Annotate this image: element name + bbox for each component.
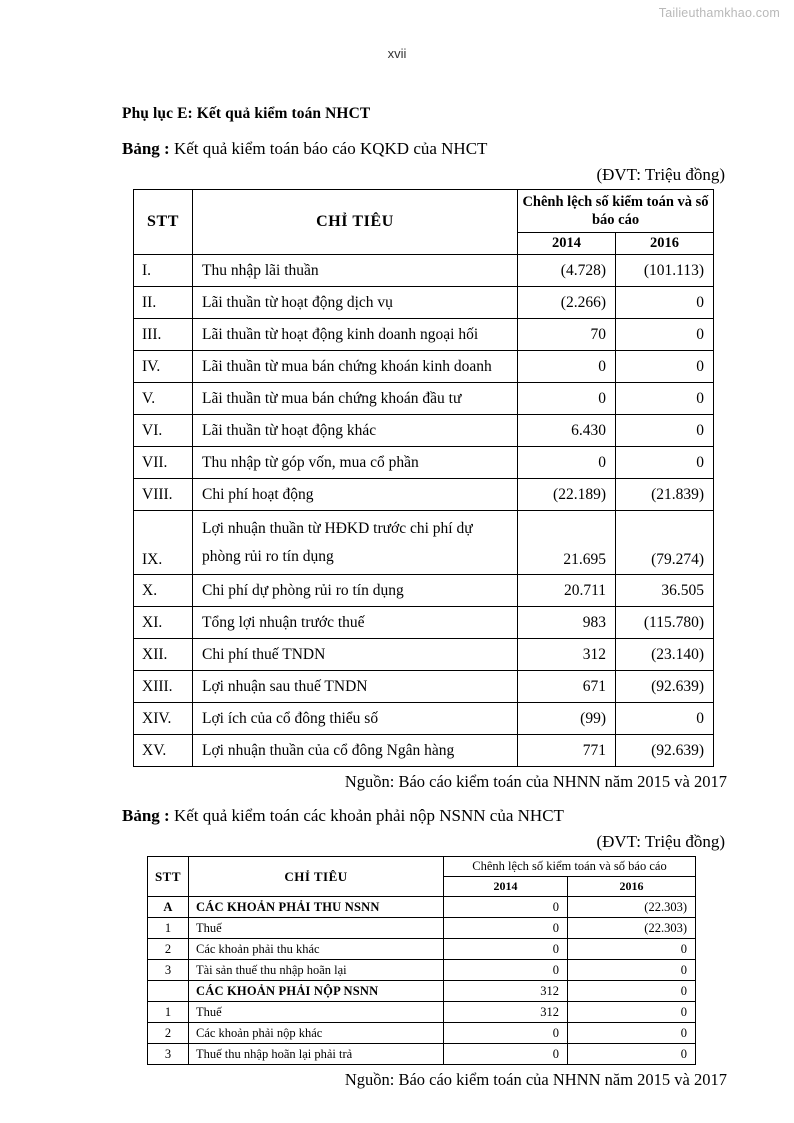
table-row	[134, 607, 714, 639]
table1-row-value-2016: 0	[616, 351, 714, 383]
table1-row-index: XIV.	[134, 703, 193, 735]
audit-state-budget-table	[147, 856, 696, 1065]
table2-row-index: 1	[148, 1002, 189, 1023]
table1-row-value-2016: 0	[616, 703, 714, 735]
table-row	[134, 479, 714, 511]
table1-row-value-2014: (99)	[518, 703, 616, 735]
table-row	[134, 415, 714, 447]
table1-row-value-2014: 70	[518, 319, 616, 351]
table1-row-label: Lợi nhuận thuần từ HĐKD trước chi phí dự phòng rủi ro tín dụng	[193, 511, 518, 575]
table1-row-value-2016: 36.505	[616, 575, 714, 607]
table1-row-index: XV.	[134, 735, 193, 767]
table-row	[134, 351, 714, 383]
table-row	[134, 511, 714, 575]
table1-header-stt: STT	[134, 190, 193, 255]
table2-row-index	[148, 981, 189, 1002]
table2-caption	[122, 806, 730, 826]
appendix-title: Phụ lục E: Kết quả kiểm toán NHCT	[122, 105, 371, 122]
table1-row-value-2016: 0	[616, 415, 714, 447]
table1-row-label: Thu nhập từ góp vốn, mua cổ phần	[193, 447, 518, 479]
table2-row-value-2014: 312	[444, 1002, 568, 1023]
table1-row-value-2014: 20.711	[518, 575, 616, 607]
table2-row-label: CÁC KHOẢN PHẢI THU NSNN	[189, 897, 444, 918]
table1-row-value-2014: 6.430	[518, 415, 616, 447]
table2-row-value-2016: 0	[568, 939, 696, 960]
table2-row-index: 1	[148, 918, 189, 939]
table1-row-label: Tổng lợi nhuận trước thuế	[193, 607, 518, 639]
table1-source: Nguồn: Báo cáo kiểm toán của NHNN năm 2015 và 2017	[344, 772, 727, 792]
table1-caption	[122, 139, 730, 159]
table2-row-label: Thuế thu nhập hoãn lại phải trả	[189, 1044, 444, 1065]
table1-row-label: Lãi thuần từ hoạt động kinh doanh ngoại hối	[193, 319, 518, 351]
table-row	[134, 575, 714, 607]
table-row	[134, 639, 714, 671]
table1-row-value-2016: 0	[616, 287, 714, 319]
table1-row-value-2014: 0	[518, 447, 616, 479]
table-row	[148, 960, 696, 981]
table2-caption-label: Bảng :	[122, 806, 170, 826]
table2-row-label: Thuế	[189, 1002, 444, 1023]
table2-row-value-2016: (22.303)	[568, 897, 696, 918]
table2-row-label: Các khoản phải nộp khác	[189, 1023, 444, 1044]
table2-row-label: Thuế	[189, 918, 444, 939]
table1-row-value-2016: (101.113)	[616, 255, 714, 287]
table2-row-value-2016: 0	[568, 960, 696, 981]
table1-row-label: Chi phí dự phòng rủi ro tín dụng	[193, 575, 518, 607]
table1-row-value-2014: 0	[518, 383, 616, 415]
table2-row-value-2014: 0	[444, 1023, 568, 1044]
table-row	[134, 703, 714, 735]
table1-row-label: Chi phí hoạt động	[193, 479, 518, 511]
table2-row-value-2016: 0	[568, 1023, 696, 1044]
table2-header-group: Chênh lệch số kiểm toán và số báo cáo	[444, 857, 696, 877]
table1-row-index: IX.	[134, 511, 193, 575]
table1-row-value-2016: (23.140)	[616, 639, 714, 671]
table1-row-value-2016: (92.639)	[616, 735, 714, 767]
table2-row-index: 2	[148, 939, 189, 960]
table-row	[134, 735, 714, 767]
document-content	[0, 105, 794, 1090]
table1-row-index: I.	[134, 255, 193, 287]
table1-caption-text: Kết quả kiểm toán báo cáo KQKD của NHCT	[169, 139, 488, 158]
table1-row-label: Lợi ích của cổ đông thiểu số	[193, 703, 518, 735]
table2-row-value-2014: 312	[444, 981, 568, 1002]
table1-row-value-2014: 983	[518, 607, 616, 639]
table2-row-value-2016: 0	[568, 981, 696, 1002]
table1-row-label: Lãi thuần từ mua bán chứng khoán đầu tư	[193, 383, 518, 415]
table-row	[134, 255, 714, 287]
table1-caption-label: Bảng :	[122, 139, 170, 158]
table1-row-index: XII.	[134, 639, 193, 671]
table1-row-label: Lãi thuần từ mua bán chứng khoán kinh doanh	[193, 351, 518, 383]
table2-row-label: CÁC KHOẢN PHẢI NỘP NSNN	[189, 981, 444, 1002]
table2-row-value-2016: (22.303)	[568, 918, 696, 939]
table2-row-label: Các khoản phải thu khác	[189, 939, 444, 960]
table1-row-value-2016: (79.274)	[616, 511, 714, 575]
table2-header-stt: STT	[148, 857, 189, 897]
table1-row-index: VIII.	[134, 479, 193, 511]
table2-row-value-2014: 0	[444, 918, 568, 939]
table2-row-value-2016: 0	[568, 1002, 696, 1023]
table1-row-value-2016: 0	[616, 319, 714, 351]
table2-row-value-2014: 0	[444, 960, 568, 981]
table1-row-value-2016: (21.839)	[616, 479, 714, 511]
table1-row-index: VII.	[134, 447, 193, 479]
table1-row-value-2014: 771	[518, 735, 616, 767]
table-row	[148, 897, 696, 918]
table-row	[134, 383, 714, 415]
table-row	[148, 1044, 696, 1065]
table1-row-index: IV.	[134, 351, 193, 383]
table1-row-value-2014: (2.266)	[518, 287, 616, 319]
table1-row-label: Lãi thuần từ hoạt động khác	[193, 415, 518, 447]
table-row	[148, 918, 696, 939]
table-row	[134, 671, 714, 703]
table2-row-index: 3	[148, 1044, 189, 1065]
table1-row-value-2016: (92.639)	[616, 671, 714, 703]
table1-unit: (ĐVT: Triệu đồng)	[596, 165, 725, 184]
table1-row-label: Lợi nhuận thuần của cổ đông Ngân hàng	[193, 735, 518, 767]
table-row	[134, 319, 714, 351]
table2-body	[148, 897, 696, 1065]
table2-row-index: A	[148, 897, 189, 918]
table1-row-value-2016: 0	[616, 447, 714, 479]
table1-header-year-2014: 2014	[518, 233, 616, 255]
table2-source: Nguồn: Báo cáo kiểm toán của NHNN năm 2015 và 2017	[344, 1070, 727, 1090]
table1-row-value-2014: 21.695	[518, 511, 616, 575]
table1-row-label: Chi phí thuế TNDN	[193, 639, 518, 671]
table1-row-index: V.	[134, 383, 193, 415]
table1-row-index: X.	[134, 575, 193, 607]
table2-row-value-2014: 0	[444, 897, 568, 918]
table1-row-value-2014: (22.189)	[518, 479, 616, 511]
table2-unit: (ĐVT: Triệu đồng)	[596, 832, 725, 852]
table2-head	[148, 857, 696, 897]
table2-caption-text: Kết quả kiểm toán các khoản phải nộp NSNN của NHCT	[169, 806, 564, 826]
table-row	[134, 287, 714, 319]
table-row	[148, 939, 696, 960]
table1-header-row-1	[134, 190, 714, 233]
table1-row-label: Lợi nhuận sau thuế TNDN	[193, 671, 518, 703]
table2-header-year-2016: 2016	[568, 877, 696, 897]
table2-header-year-2014: 2014	[444, 877, 568, 897]
table1-header-year-2016: 2016	[616, 233, 714, 255]
table1-row-value-2014: (4.728)	[518, 255, 616, 287]
table1-row-index: II.	[134, 287, 193, 319]
table-row	[148, 981, 696, 1002]
table2-row-index: 3	[148, 960, 189, 981]
table1-row-value-2014: 671	[518, 671, 616, 703]
table-row	[148, 1023, 696, 1044]
table1-row-index: XIII.	[134, 671, 193, 703]
table2-row-value-2014: 0	[444, 1044, 568, 1065]
table1-row-value-2016: 0	[616, 383, 714, 415]
table2-row-index: 2	[148, 1023, 189, 1044]
table2-row-value-2014: 0	[444, 939, 568, 960]
table1-header-group: Chênh lệch số kiểm toán và số báo cáo	[518, 190, 714, 233]
table1-row-index: XI.	[134, 607, 193, 639]
table2-header-row-1	[148, 857, 696, 877]
table1-row-value-2014: 0	[518, 351, 616, 383]
table1-row-label: Lãi thuần từ hoạt động dịch vụ	[193, 287, 518, 319]
page-number: xvii	[387, 46, 407, 61]
table1-row-index: VI.	[134, 415, 193, 447]
table1-body	[134, 255, 714, 767]
table1-header-name: CHỈ TIÊU	[193, 190, 518, 255]
table2-header-name: CHỈ TIÊU	[189, 857, 444, 897]
table1-head	[134, 190, 714, 255]
table1-row-label: Thu nhập lãi thuần	[193, 255, 518, 287]
table1-row-index: III.	[134, 319, 193, 351]
table1-row-value-2014: 312	[518, 639, 616, 671]
table2-row-value-2016: 0	[568, 1044, 696, 1065]
table-row	[134, 447, 714, 479]
table2-row-label: Tài sản thuế thu nhập hoãn lại	[189, 960, 444, 981]
table-row	[148, 1002, 696, 1023]
audit-income-statement-table	[133, 189, 714, 767]
watermark: Tailieuthamkhao.com	[658, 6, 780, 20]
table1-row-value-2016: (115.780)	[616, 607, 714, 639]
